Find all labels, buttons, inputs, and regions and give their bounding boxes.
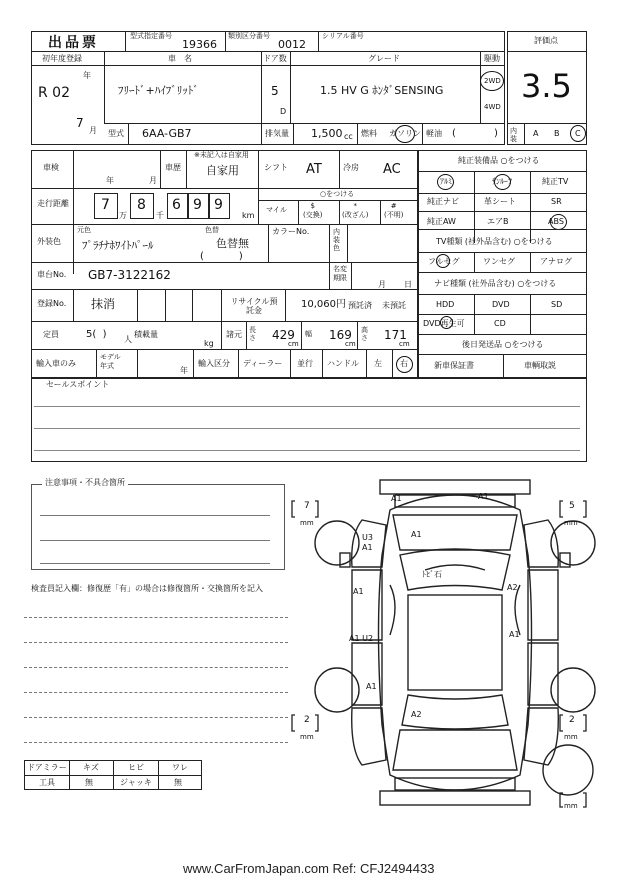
displacement-label: 排気量 <box>265 129 289 138</box>
fuel-label: 燃料 <box>361 129 377 138</box>
damage-mark-left-quarter: A1 <box>366 682 377 691</box>
defects-box <box>31 484 285 570</box>
color-change-value: 色替無 <box>216 237 249 250</box>
displacement-unit: cc <box>344 132 353 141</box>
month-suffix: 月 <box>89 126 97 135</box>
first-reg-era: R 02 <box>38 85 70 101</box>
name-change-month: 月 <box>378 280 386 289</box>
interior-label: 内装 <box>510 127 517 143</box>
equip-sr: SR <box>551 197 562 206</box>
tread-front-right-unit: mm <box>564 519 578 527</box>
score-value: 3.5 <box>521 67 572 105</box>
handle-right-circle <box>396 356 413 373</box>
mileage-mark-mile: マイル <box>266 206 287 214</box>
docs-warranty: 新車保証書 <box>434 361 474 370</box>
year-suffix: 年 <box>83 71 91 80</box>
drive-4wd: 4WD <box>484 103 501 111</box>
load-unit: kg <box>204 339 214 348</box>
inspection-label: 車検 <box>43 163 59 172</box>
parallel-option: 並行 <box>297 359 313 368</box>
interior-grade-b: B <box>554 129 560 138</box>
damage-mark-front-bumper-left: A1 <box>391 494 402 503</box>
grade-label: グレード <box>368 54 400 63</box>
name-change-label: 名変期限 <box>333 265 347 282</box>
parts-value-2: 無 <box>85 778 93 787</box>
parts-header-4: ワレ <box>172 763 188 772</box>
equip-abs: ABS <box>548 217 564 226</box>
tv-title: TV種類 (社外品含む) ○をつける <box>436 237 553 246</box>
color-value: ﾌﾟﾗﾁﾅﾎﾜｲﾄﾊﾟｰﾙ <box>82 239 154 252</box>
interior-grade-c: C <box>575 129 581 138</box>
parts-header-2: キズ <box>83 763 99 772</box>
damage-mark-trunk: A2 <box>411 710 422 719</box>
shift-value: AT <box>306 162 322 177</box>
damage-mark-left-rear-door: A1 U2 <box>349 634 374 643</box>
dealer-option: ディーラー <box>243 359 283 368</box>
interior-grade-a: A <box>533 129 539 138</box>
width-label: 幅 <box>305 330 312 338</box>
navi-dvd-play: DVD再生可 <box>423 319 465 328</box>
mileage-mark-tampered: * (改ざん) <box>342 202 369 219</box>
exterior-label: 外装色 <box>37 237 61 246</box>
registration-value: 抹消 <box>91 297 116 311</box>
recycle-unpaid: 未預託 <box>382 301 406 310</box>
sales-point-label: セールスポイント <box>46 380 110 389</box>
displacement-value: 1,500 <box>311 127 343 140</box>
height-unit: cm <box>399 340 410 348</box>
serial-label: シリアル番号 <box>322 32 364 40</box>
parts-value-3: ジャッキ <box>120 778 152 787</box>
fuel-circle <box>395 125 415 143</box>
ac-label: 冷房 <box>343 163 359 172</box>
capacity-label: 定員 <box>43 330 59 339</box>
fuel-value: ガソリン <box>389 129 421 138</box>
width-unit: cm <box>345 340 356 348</box>
length-label: 長さ <box>249 326 256 342</box>
equip-alumi: ｱﾙﾐ <box>440 177 452 186</box>
equip-alumi-circle <box>437 174 454 190</box>
mileage-unit-sen: 千 <box>156 211 164 220</box>
parts-header-3: ヒビ <box>128 763 144 772</box>
grade-value: 1.5 HV G ﾎﾝﾀﾞSENSING <box>320 84 444 97</box>
equip-aw: 純正AW <box>427 217 456 226</box>
color-change-label: 色替 <box>205 226 219 234</box>
type-cert-label: 型式指定番号 <box>130 32 172 40</box>
class-value: 0012 <box>278 38 306 51</box>
navi-dvd-play-circle <box>440 316 453 329</box>
shift-label: シフト <box>264 163 288 172</box>
damage-mark-front-bumper-right: A1 <box>478 492 489 501</box>
tv-oneseg: ワンセグ <box>483 257 515 266</box>
damage-mark-right-rear-door: A1 <box>509 630 520 639</box>
score-label: 評価点 <box>534 36 558 45</box>
interior-grade-circle <box>570 125 586 142</box>
doors-value: 5 <box>271 84 279 98</box>
equip-sunroof: ｻﾝﾙｰﾌ <box>492 177 512 186</box>
damage-mark-hood: A1 <box>411 530 422 539</box>
doors-label: ドア数 <box>263 54 287 63</box>
chassis-label: 車台No. <box>37 270 67 279</box>
page-title: 出品票 <box>48 35 99 51</box>
damage-mark-right-front-door: A2 <box>507 583 518 592</box>
inspection-month: 月 <box>149 176 157 185</box>
capacity-value: 5( ) <box>86 329 107 340</box>
recycle-status: 預託済 <box>348 301 372 310</box>
drive-2wd-circle <box>480 71 504 91</box>
tv-fullseg: フルセグ <box>428 257 460 266</box>
mileage-digit-5-text: 9 <box>214 197 223 213</box>
equip-navi: 純正ナビ <box>427 197 459 206</box>
mileage-unit-man: 万 <box>119 211 127 220</box>
mileage-mark-unknown: # (不明) <box>384 202 404 219</box>
recycle-value: 10,060円 <box>301 299 346 310</box>
door-type: D <box>280 107 287 116</box>
registration-label: 登録No. <box>37 299 67 308</box>
mileage-circle-note: ○をつける <box>320 190 355 198</box>
oil-bracket: ( ) <box>452 128 498 139</box>
length-value: 429 <box>272 328 295 342</box>
type-cert-value: 19366 <box>182 38 217 51</box>
dims-label: 諸元 <box>226 330 242 339</box>
model-year-label: モデル年式 <box>100 353 121 370</box>
docs-manual: 車輌取説 <box>524 361 556 370</box>
tread-front-left: 7 <box>304 501 310 511</box>
car-name-label: 車 名 <box>168 54 192 63</box>
first-reg-label: 初年度登録 <box>42 54 82 63</box>
model-value: 6AA-GB7 <box>142 127 192 140</box>
drive-2wd: 2WD <box>484 77 501 85</box>
navi-cd: CD <box>494 319 506 328</box>
interior-color-label: 内装色 <box>333 228 340 252</box>
tread-rear-left-unit: mm <box>300 733 314 741</box>
color-no-label: カラーNo. <box>272 227 310 236</box>
drive-label: 駆動 <box>484 54 500 63</box>
defects-label: 注意事項・不具合箇所 <box>42 479 128 487</box>
equip-airbag: エアB <box>487 217 509 226</box>
import-class-label: 輸入区分 <box>198 359 230 368</box>
ac-value: AC <box>383 162 401 177</box>
damage-mark-windshield: ﾄﾋﾞ石 <box>422 570 442 579</box>
damage-mark-left-front-door: A1 <box>353 587 364 596</box>
navi-dvd: DVD <box>492 300 510 309</box>
parts-header-1: ドアミラー <box>27 763 67 772</box>
parts-value-4: 無 <box>174 778 182 787</box>
handle-left: 左 <box>374 359 382 368</box>
navi-hdd: HDD <box>436 300 455 309</box>
equip-tv: 純正TV <box>542 177 569 186</box>
model-label: 型式 <box>108 129 124 138</box>
usage-value: 自家用 <box>206 164 239 177</box>
import-label: 輸入車のみ <box>36 359 76 368</box>
car-name: ﾌﾘｰﾄﾞ+ﾊｲﾌﾞﾘｯﾄﾞ <box>118 84 199 97</box>
capacity-number: 5 <box>86 329 93 340</box>
footer-watermark: www.CarFromJapan.com Ref: CFJ2494433 <box>183 861 435 876</box>
tread-front-left-unit: mm <box>300 519 314 527</box>
length-unit: cm <box>288 340 299 348</box>
handle-label: ハンドル <box>327 359 359 368</box>
name-change-day: 日 <box>404 280 412 289</box>
first-reg-month: 7 <box>76 116 84 130</box>
navi-title: ナビ種類 (社外品含む) ○をつける <box>434 279 557 288</box>
mileage-digit-1-text: 7 <box>101 197 110 213</box>
navi-sd: SD <box>551 300 563 309</box>
capacity-person: 人 <box>124 335 132 344</box>
parts-value-1: 工具 <box>39 778 55 787</box>
color-change-bracket: ( ) <box>200 251 243 262</box>
class-label: 類別区分番号 <box>228 32 270 40</box>
orig-color-label: 元色 <box>77 226 91 234</box>
details-table <box>31 150 418 378</box>
handle-right: 右 <box>400 359 408 368</box>
tread-front-right: 5 <box>569 501 575 511</box>
docs-title: 後日発送品 ○をつける <box>462 340 544 349</box>
mileage-label: 走行距離 <box>37 199 69 208</box>
chassis-value: GB7-3122162 <box>88 268 171 282</box>
tv-analog: アナログ <box>540 257 572 266</box>
mileage-mark-replaced: $ (交換) <box>303 202 323 219</box>
recycle-label: リサイクル預託金 <box>230 297 278 315</box>
equip-leather: 革シート <box>484 197 516 206</box>
tread-rear-right-unit: mm <box>564 733 578 741</box>
equipment-title: 純正装備品 ○をつける <box>458 156 540 165</box>
mileage-digit-4-text: 9 <box>193 197 202 213</box>
width-value: 169 <box>329 328 352 342</box>
model-year-unit: 年 <box>180 366 188 375</box>
equip-sunroof-circle <box>494 174 511 190</box>
height-label: 高さ <box>361 326 368 342</box>
inspection-year: 年 <box>106 176 114 185</box>
usage-note: ※未記入は自家用 <box>194 151 249 159</box>
tread-spare-unit: mm <box>564 802 578 810</box>
tv-fullseg-circle <box>436 254 450 268</box>
mileage-unit-km: km <box>242 211 255 220</box>
equip-abs-circle <box>550 214 567 230</box>
height-value: 171 <box>384 328 407 342</box>
tread-rear-left: 2 <box>304 715 310 725</box>
usage-label: 車歴 <box>165 163 181 172</box>
tread-rear-right: 2 <box>569 715 575 725</box>
load-label: 積載量 <box>134 330 158 339</box>
inspector-label: 検査員記入欄：修復歴「有」の場合は修復箇所・交換箇所を記入 <box>31 584 263 593</box>
mileage-digit-2-text: 8 <box>137 197 146 213</box>
mileage-digit-3-text: 6 <box>172 197 181 213</box>
oil-label: 軽油 <box>426 129 442 138</box>
damage-mark-left-fender: U3 A1 <box>362 533 373 552</box>
